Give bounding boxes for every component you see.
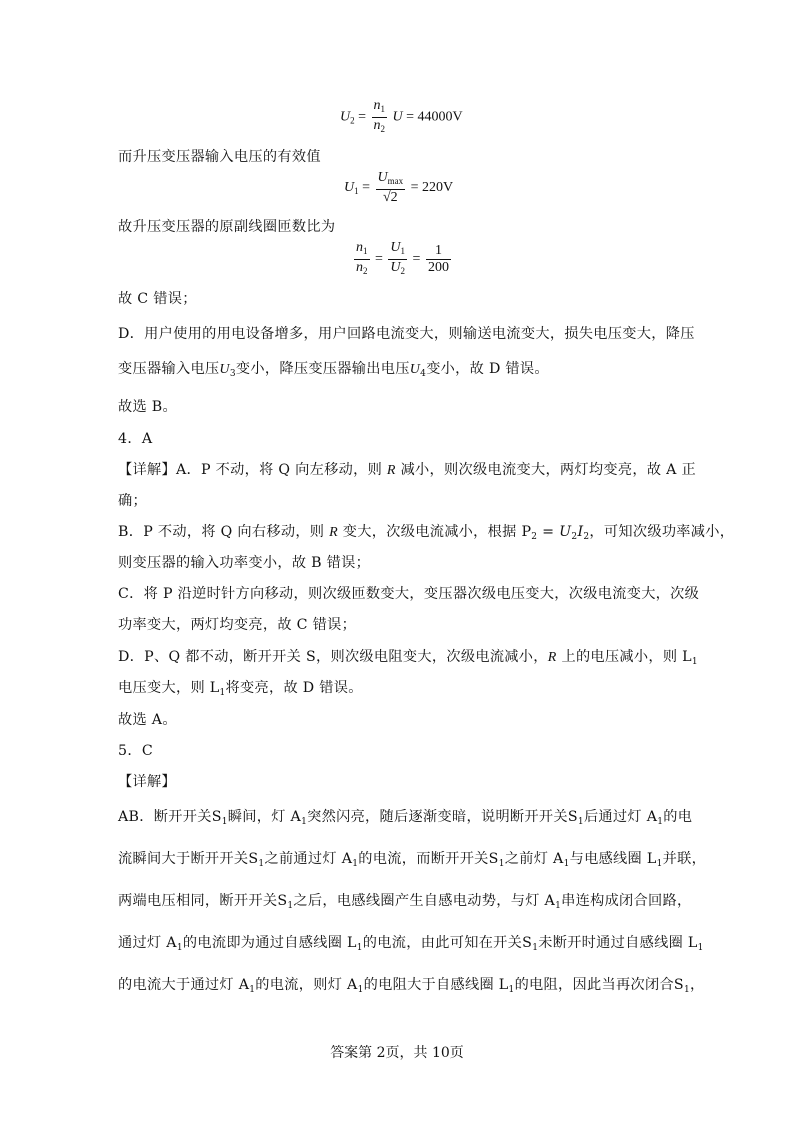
q4-heading: 4．A — [118, 431, 153, 447]
q4-a-line2: 确； — [118, 493, 147, 509]
formula-u1: $U_1$ = $\frac{U_{max}}{√2}$ = 220V — [344, 170, 454, 205]
formula-u2: $U_2$ = $\frac{n_1}{n_2}$ U = 44000V — [340, 98, 463, 134]
q5-ab-line2: 流瞬间大于断开开关$S_1$之前通过灯 $A_1$的电流，而断开开关$S_1$之前灯 $A_1$与电感线圈 $L_1$并联， — [118, 851, 707, 869]
formula-ratio: $\frac{n_1}{n_2}$ = $\frac{U_1}{U_2}$ = $\frac{1}{200}$ — [356, 240, 449, 276]
text-choose-a: 故选 A。 — [118, 712, 177, 728]
q5-heading: 5．C — [118, 743, 153, 759]
text-choose-b: 故选 B。 — [118, 399, 177, 415]
text-d-line1: D．用户使用的用电设备增多，用户回路电流变大，则输送电流变大，损失电压变大，降压 — [118, 326, 695, 342]
q4-a-line1: 【详解】A．P 不动，将 Q 向左移动，则 R 减小，则次级电流变大，两灯均变亮，故 A 正 — [118, 462, 696, 478]
text-c-wrong: 故 C 错误； — [118, 291, 197, 307]
q5-ab-line3: 两端电压相同，断开开关$S_1$之后，电感线圈产生自感电动势，与灯 $A_1$串连构成闭合回路， — [118, 893, 692, 911]
q5-ab-line5: 的电流大于通过灯 $A_1$的电流，则灯 $A_1$的电阻大于自感线圈 $L_1$的电阻，因此当再次闭合$S_1$， — [118, 977, 705, 995]
q5-detail-label: 【详解】 — [118, 774, 176, 790]
text-d-line2: 变压器输入电压$U_3$变小，降压变压器输出电压$U_4$变小，故 D 错误。 — [118, 361, 549, 379]
q5-ab-line4: 通过灯 $A_1$的电流即为通过自感线圈 $L_1$的电流，由此可知在开关$S_1$未断开时通过自感线圈 $L_1$ — [118, 935, 704, 953]
page-footer: 答案第 2页，共 10页 — [330, 1045, 464, 1061]
text-turns: 故升压变压器的原副线圈匝数比为 — [118, 219, 336, 235]
text-rms: 而升压变压器输入电压的有效值 — [118, 149, 321, 165]
q5-ab-line1: AB．断开开关$S_1$瞬间，灯 $A_1$突然闪亮，随后逐渐变暗，说明断开开关$S_1$后通过灯 $A_1$的电 — [118, 809, 693, 827]
q4-d-line1: D．P、Q 都不动，断开开关 S，则次级电阻变大，次级电流减小，R 上的电压减小，则 $L_1$ — [118, 649, 698, 667]
q4-c-line2: 功率变大，两灯均变亮，故 C 错误； — [118, 617, 357, 633]
q4-b-line2: 则变压器的输入功率变小，故 B 错误； — [118, 555, 371, 571]
q4-d-line2: 电压变大，则 $L_1$将变亮，故 D 错误。 — [118, 680, 363, 698]
q4-c-line1: C．将 P 沿逆时针方向移动，则次级匝数变大，变压器次级电压变大，次级电流变大，次级 — [118, 586, 700, 602]
q4-b-line1: B．P 不动，将 Q 向右移动，则 R 变大，次级电流减小，根据 $P_2 = U_2I_2$，可知次级功率减小， — [118, 524, 735, 542]
